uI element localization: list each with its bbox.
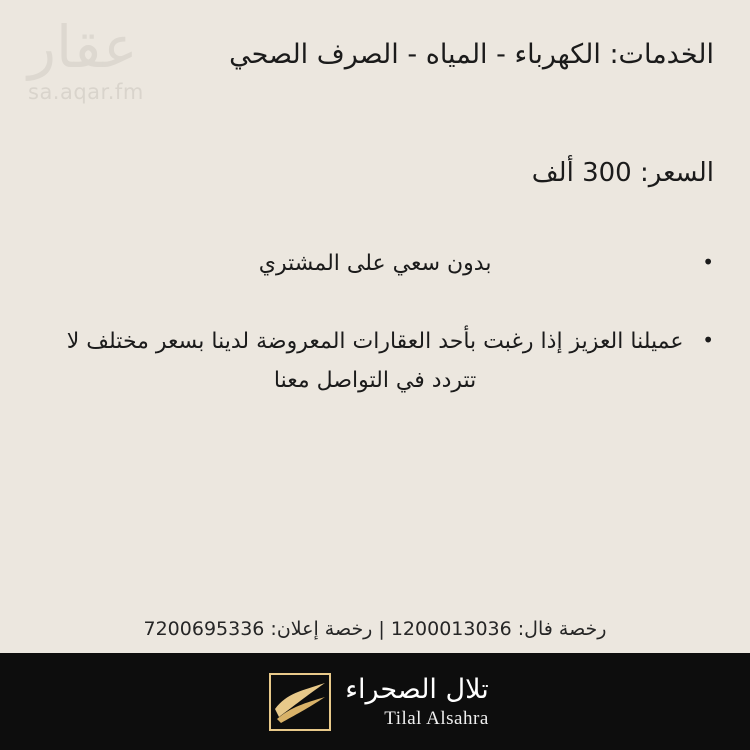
brand-name-english: Tilal Alsahra xyxy=(384,707,489,729)
list-item xyxy=(36,245,714,284)
brand-block xyxy=(261,673,489,731)
watermark-site-url: sa.aqar.fm xyxy=(28,80,144,104)
services-headline: الخدمات: الكهرباء - المياه - الصرف الصحي xyxy=(229,39,714,70)
brand-name-arabic: تلال الصحراء xyxy=(345,673,489,705)
license-line: رخصة فال: 1200013036 | رخصة إعلان: 7200695336 xyxy=(143,618,607,640)
bullet-text: عميلنا العزيز إذا رغبت بأحد العقارات المعروضة لدينا بسعر مختلف لا تتردد في التواصل معنا xyxy=(66,329,684,393)
bullet-dot-icon: • xyxy=(702,249,714,274)
watermark-arabic-text: عقار xyxy=(28,13,138,81)
waves-logo-icon xyxy=(269,673,331,731)
footer-bar xyxy=(0,653,750,750)
bullet-text: بدون سعي على المشتري xyxy=(258,250,492,276)
brand-text xyxy=(345,674,489,730)
bullet-dot-icon: • xyxy=(702,328,714,353)
price-line: السعر: 300 ألف xyxy=(531,157,714,188)
bullet-list xyxy=(36,245,714,401)
list-item xyxy=(36,323,714,400)
